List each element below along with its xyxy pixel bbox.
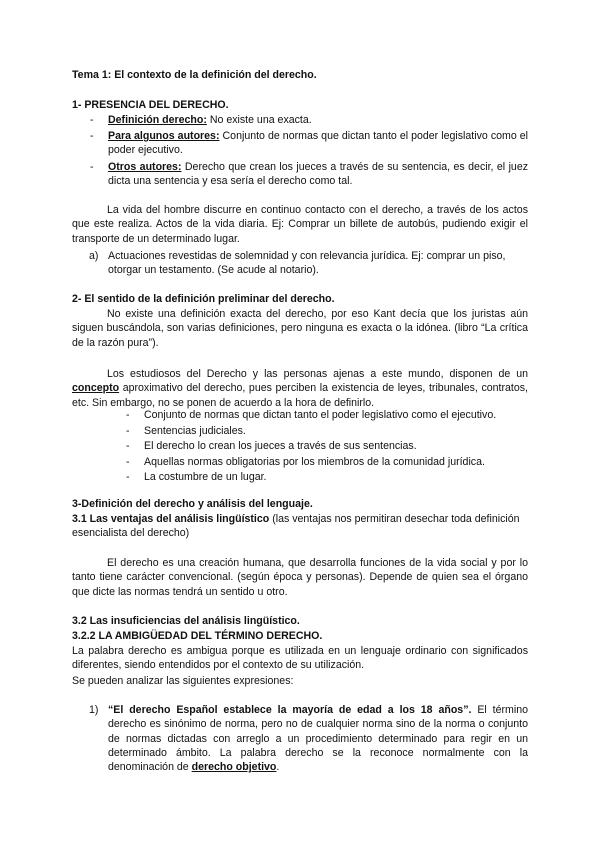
list-dash: - (126, 440, 130, 452)
bullet-dash: - (90, 130, 94, 142)
subsection-title: 3.1 Las ventajas del análisis lingüístico (72, 513, 270, 525)
bullet-item (108, 113, 528, 127)
section-3-heading: 3-Definición del derecho y análisis del lenguaje. (72, 498, 313, 510)
paragraph: No existe una definición exacta del derecho, por eso Kant decía que los juristas aún siguen buscándola, son varias definiciones, pero ninguna es exacta o la idónea. (libro “La crítica de la razón pura”). (72, 308, 528, 349)
subsection-note: (las ventajas nos permitiran desechar toda definición esencialista del derecho) (72, 513, 520, 540)
section-1-heading: 1- PRESENCIA DEL DERECHO. (72, 99, 229, 111)
list-item: Actuaciones revestidas de solemnidad y con relevancia jurídica. Ej: comprar un piso, otorgar un testamento. (Se acude al notario). (108, 250, 506, 277)
subsection-3-2: 3.2 Las insuficiencias del análisis lingüístico. (72, 615, 300, 627)
bullet-item (108, 160, 528, 189)
list-item: Sentencias judiciales. (144, 425, 246, 437)
list-item: La costumbre de un lugar. (144, 471, 267, 483)
quote-text: “El derecho Español establece la mayoría de edad a los 18 años”. (108, 704, 472, 716)
bullet-term: Otros autores: (108, 161, 182, 173)
text-run: Los estudiosos del Derecho y las personas ajenas a este mundo, disponen de un (107, 368, 528, 380)
term-derecho-objetivo: derecho objetivo (191, 761, 277, 774)
subsection-3-1 (72, 512, 528, 541)
bullet-term: Definición derecho: (108, 114, 207, 126)
bullet-dash: - (90, 114, 94, 126)
list-item: El derecho lo crean los jueces a través de sus sentencias. (144, 440, 417, 452)
list-item: Aquellas normas obligatorias por los miembros de la comunidad jurídica. (144, 456, 485, 468)
paragraph: El derecho es una creación humana, que desarrolla funciones de la vida social y por lo tanto tiene carácter convencional. (según época y personas). Depende de quien sea el órgano que dicte las normas tendrá un sentido u otro. (72, 557, 528, 598)
text-run: aproximativo del derecho, pues perciben la existencia de leyes, tribunales, contratos, etc. Sin embargo, no se ponen de acuerdo a la hora de definirlo. (72, 382, 528, 409)
section-2-heading: 2- El sentido de la definición preliminar del derecho. (72, 293, 335, 305)
list-marker: 1) (89, 704, 99, 716)
list-dash: - (126, 409, 130, 421)
document-title: Tema 1: El contexto de la definición del derecho. (72, 69, 317, 81)
list-item: Conjunto de normas que dictan tanto el poder legislativo como el ejecutivo. (144, 409, 497, 421)
text-run: . (276, 761, 280, 774)
bullet-text: Conjunto de normas que dictan tanto el poder legislativo como el poder ejecutivo. (108, 130, 529, 157)
bullet-item (108, 129, 528, 158)
bullet-text: Derecho que crean los jueces a través de su sentencia, es decir, el juez dicta una sentencia y esa sería el derecho como tal. (108, 161, 529, 188)
list-item (108, 703, 528, 774)
paragraph: La vida del hombre discurre en continuo contacto con el derecho, a través de los actos que este realiza. Actos de la vida diaria. Ej: Comprar un billete de autobús, pudiendo exigir el transporte de un determinado lugar. (72, 204, 528, 245)
paragraph: La palabra derecho es ambigua porque es utilizada en un lenguaje ordinario con significados diferentes, siendo entendidos por el contexto de su utilización. (72, 645, 528, 672)
bullet-term: Para algunos autores: (108, 130, 220, 142)
paragraph (72, 367, 528, 410)
list-dash: - (126, 471, 130, 483)
bullet-dash: - (90, 161, 94, 173)
term-concepto: concepto (72, 382, 120, 395)
list-marker: a) (89, 250, 99, 262)
bullet-text: No existe una exacta. (206, 114, 312, 126)
list-dash: - (126, 425, 130, 437)
paragraph: Se pueden analizar las siguientes expresiones: (72, 675, 294, 687)
text-run: El término derecho es sinónimo de norma, pero no de cualquier norma sino de la norma o conjunto de normas dictadas con arreglo a un procedimiento determinado para regir en un determinado ámbito. La palabra derecho se la reconoce normalmente con la denominación de (108, 704, 528, 774)
subsection-3-2-2: 3.2.2 LA AMBIGÜEDAD DEL TÉRMINO DERECHO. (72, 630, 323, 642)
list-dash: - (126, 456, 130, 468)
